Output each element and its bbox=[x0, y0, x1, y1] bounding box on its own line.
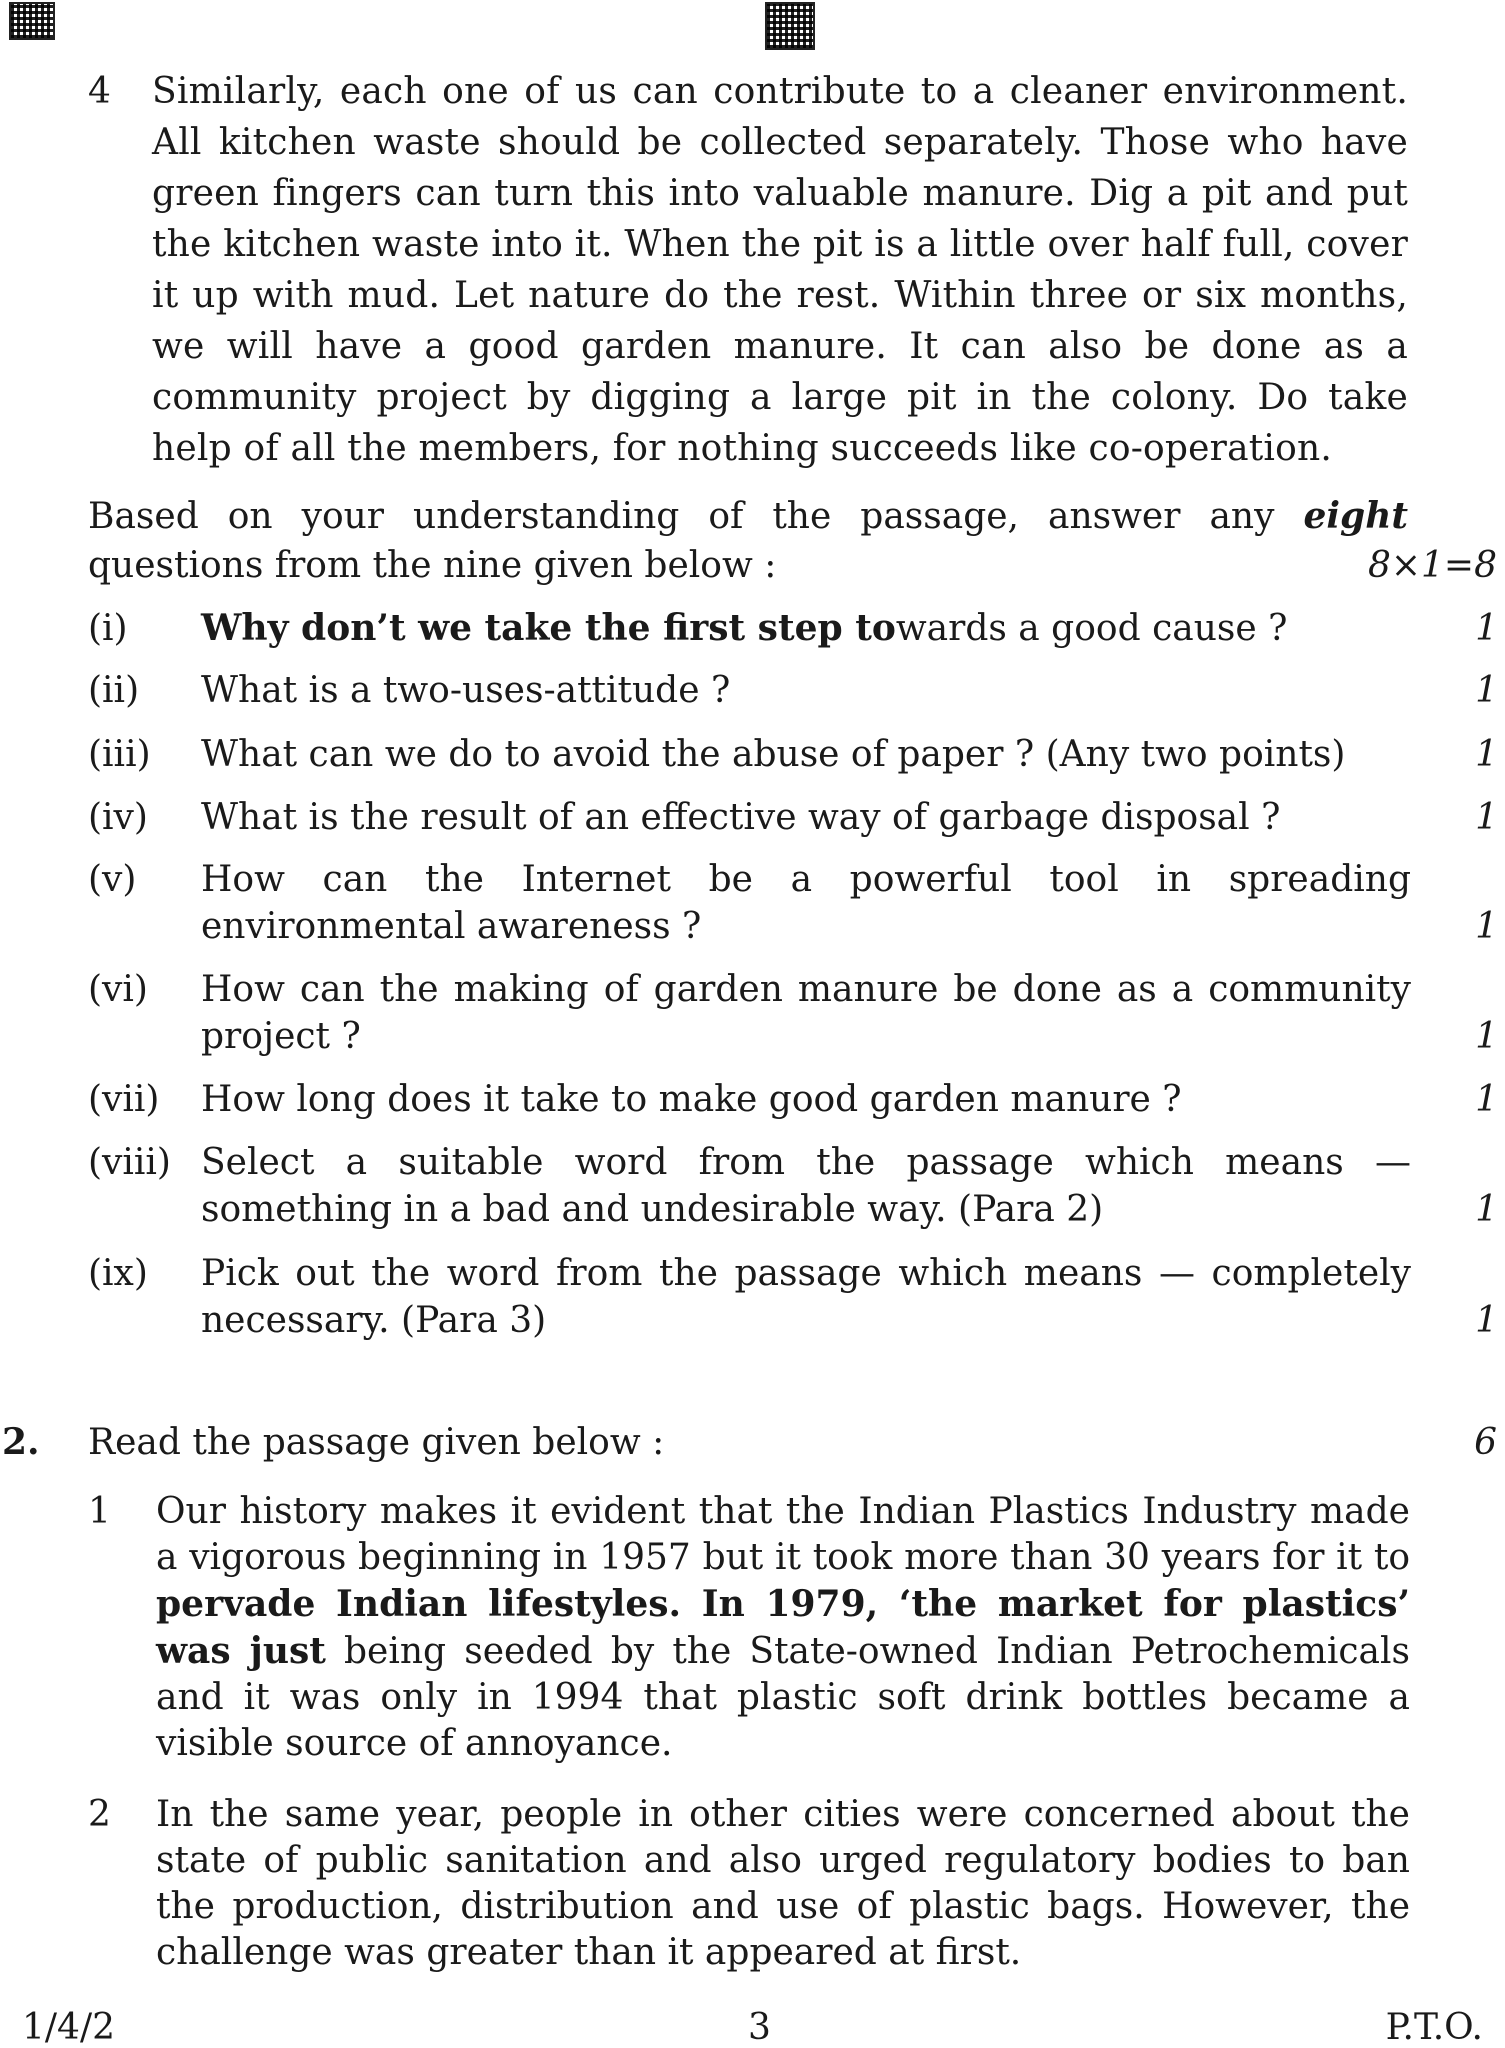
question-number: (v) bbox=[88, 859, 137, 900]
question-number: (viii) bbox=[88, 1142, 171, 1183]
pto-label: P.T.O. bbox=[1385, 2007, 1483, 2048]
instruction-marks: 8×1=8 bbox=[1367, 545, 1497, 586]
question-mark: 1 bbox=[1475, 906, 1498, 947]
question-text: What is a two-uses-attitude ? bbox=[201, 670, 731, 711]
instruction-emphasis: eight bbox=[1303, 495, 1408, 537]
question-text: How can the making of garden manure be done as a community project ? bbox=[201, 969, 1411, 1057]
page-number: 3 bbox=[748, 2007, 771, 2048]
question-text: How can the Internet be a powerful tool in spreading environmental awareness ? bbox=[201, 859, 1411, 947]
question-number: (iii) bbox=[88, 734, 151, 775]
paragraph-text: Our history makes it evident that the Indian Plastics Industry made a vigorous beginning in 1957 but it took more than 30 years for it to pervade Indian lifestyles. In 1979, ‘the market for plastics’ was just being seeded by the State-owned Indian Petrochemicals and it was only in 1994 that plastic soft drink bottles became a visible source of annoyance. bbox=[156, 1491, 1410, 1764]
qr-code-icon bbox=[765, 2, 815, 50]
paper-code: 1/4/2 bbox=[22, 2007, 115, 2048]
question-mark: 1 bbox=[1475, 1189, 1498, 1230]
paragraph-number: 4 bbox=[88, 71, 111, 112]
question-text: What can we do to avoid the abuse of paper ? (Any two points) bbox=[201, 734, 1346, 775]
question-row bbox=[88, 966, 1498, 1066]
question-mark: 1 bbox=[1475, 608, 1498, 649]
instruction-text: Based on your understanding of the passage, answer any eight questions from the nine given below : bbox=[88, 495, 1408, 586]
question-mark: 1 bbox=[1475, 797, 1498, 838]
question-row bbox=[88, 1250, 1498, 1350]
qr-code-icon bbox=[9, 2, 55, 40]
question-text: Pick out the word from the passage which means — completely necessary. (Para 3) bbox=[201, 1253, 1411, 1341]
paragraph-text: In the same year, people in other cities were concerned about the state of public sanitation and also urged regulatory bodies to ban the production, distribution and use of plastic bags. However, the challenge was greater than it appeared at first. bbox=[156, 1794, 1410, 1973]
question-number: (i) bbox=[88, 608, 128, 649]
paragraph-text: Similarly, each one of us can contribute to a cleaner environment. All kitchen waste should be collected separately. Those who have green fingers can turn this into valuable manure. Dig a pit and put the kitchen waste into it. When the pit is a little over half full, cover it up with mud. Let nature do the rest. Within three or six months, we will have a good garden manure. It can also be done as a community project by digging a large pit in the colony. Do take help of all the members, for nothing succeeds like co-operation. bbox=[152, 71, 1408, 469]
question-text: How long does it take to make good garden manure ? bbox=[201, 1079, 1182, 1120]
section-title: Read the passage given below : bbox=[88, 1422, 665, 1463]
question-mark: 1 bbox=[1475, 1079, 1498, 1120]
question-mark: 1 bbox=[1475, 734, 1498, 775]
question-mark: 1 bbox=[1475, 1300, 1498, 1341]
section-marks: 6 bbox=[1474, 1422, 1497, 1463]
question-number: (iv) bbox=[88, 797, 148, 838]
passage-paragraph-1 bbox=[88, 1489, 1410, 1767]
passage-paragraph-4 bbox=[88, 66, 1408, 474]
question-number: (vii) bbox=[88, 1079, 160, 1120]
question-text: Select a suitable word from the passage which means — something in a bad and undesirable way. (Para 2) bbox=[201, 1142, 1411, 1230]
question-text: Why don’t we take the first step towards a good cause ? bbox=[201, 607, 1288, 649]
paragraph-number: 2 bbox=[88, 1794, 111, 1835]
passage-paragraph-2 bbox=[88, 1792, 1410, 1976]
question-number: (ii) bbox=[88, 670, 140, 711]
question-mark: 1 bbox=[1475, 670, 1498, 711]
question-text: What is the result of an effective way of garbage disposal ? bbox=[201, 797, 1281, 838]
question-mark: 1 bbox=[1475, 1016, 1498, 1057]
question-number: (vi) bbox=[88, 969, 148, 1010]
question-number: 2. bbox=[2, 1421, 40, 1463]
paragraph-number: 1 bbox=[88, 1491, 111, 1532]
question-row bbox=[88, 1139, 1498, 1239]
question-number: (ix) bbox=[88, 1253, 148, 1294]
question-row bbox=[88, 856, 1498, 956]
